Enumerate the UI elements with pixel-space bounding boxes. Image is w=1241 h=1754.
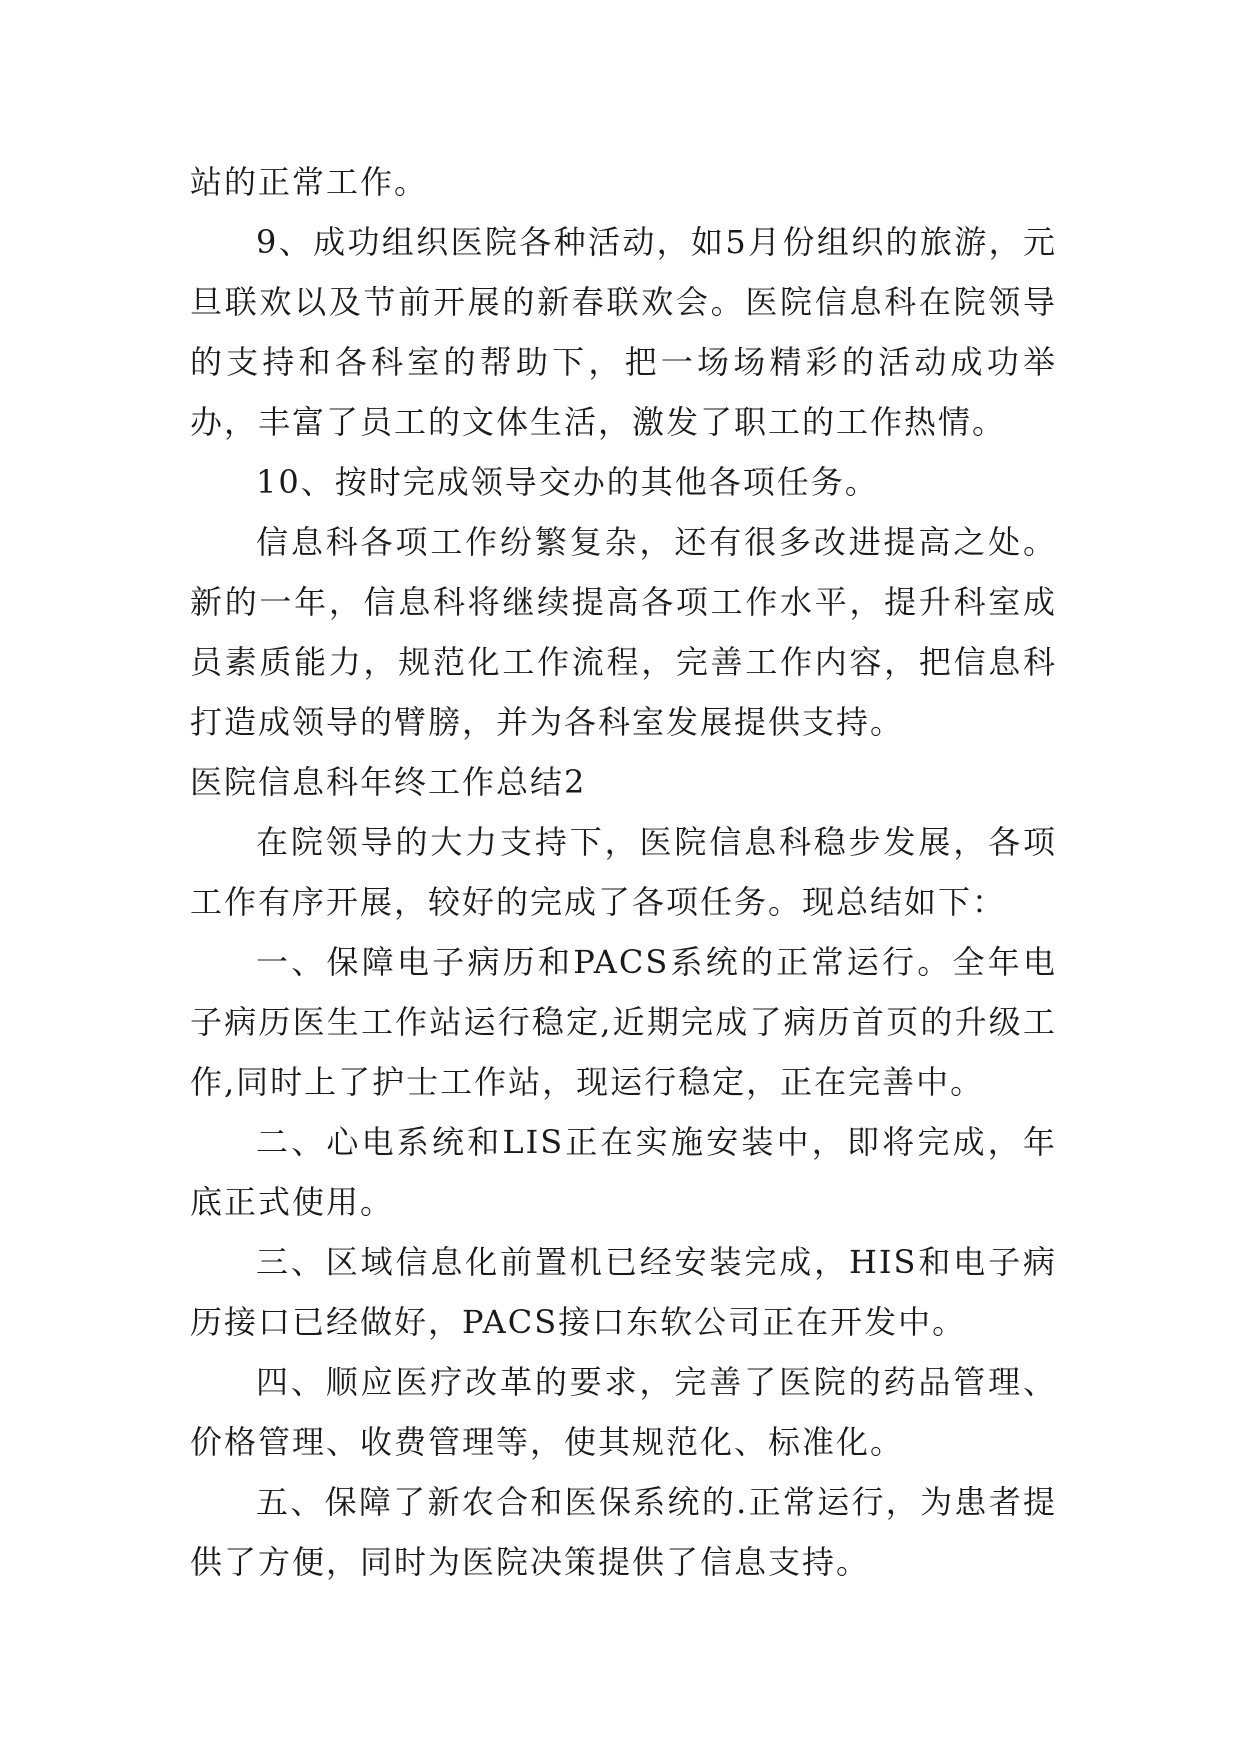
paragraph-point-5: 五、保障了新农合和医保系统的.正常运行，为患者提供了方便，同时为医院决策提供了信息支持。 bbox=[190, 1483, 1057, 1581]
paragraph-item-9: 9、成功组织医院各种活动，如5月份组织的旅游，元旦联欢以及节前开展的新春联欢会。医院信息科在院领导的支持和各科室的帮助下，把一场场精彩的活动成功举办，丰富了员工的文体生活，激发了职工的工作热情。 bbox=[190, 223, 1057, 441]
paragraph-outlook: 信息科各项工作纷繁复杂，还有很多改进提高之处。新的一年，信息科将继续提高各项工作水平，提升科室成员素质能力，规范化工作流程，完善工作内容，把信息科打造成领导的臂膀，并为各科室发展提供支持。 bbox=[190, 523, 1057, 741]
paragraph-point-3: 三、区域信息化前置机已经安装完成，HIS和电子病历接口已经做好，PACS接口东软公司正在开发中。 bbox=[190, 1243, 1057, 1341]
paragraph-intro: 在院领导的大力支持下，医院信息科稳步发展，各项工作有序开展，较好的完成了各项任务。现总结如下： bbox=[190, 823, 1057, 921]
paragraph-point-2: 二、心电系统和LIS正在实施安装中，即将完成，年底正式使用。 bbox=[190, 1123, 1057, 1221]
paragraph-item-10: 10、按时完成领导交办的其他各项任务。 bbox=[256, 463, 879, 501]
paragraph-point-1: 一、保障电子病历和PACS系统的正常运行。全年电子病历医生工作站运行稳定,近期完成了病历首页的升级工作,同时上了护士工作站，现运行稳定，正在完善中。 bbox=[190, 943, 1057, 1101]
paragraph-continuation: 站的正常工作。 bbox=[190, 163, 429, 201]
document-body bbox=[190, 152, 1057, 1592]
section-title: 医院信息科年终工作总结2 bbox=[190, 763, 587, 801]
paragraph-point-4: 四、顺应医疗改革的要求，完善了医院的药品管理、价格管理、收费管理等，使其规范化、标准化。 bbox=[190, 1363, 1057, 1461]
